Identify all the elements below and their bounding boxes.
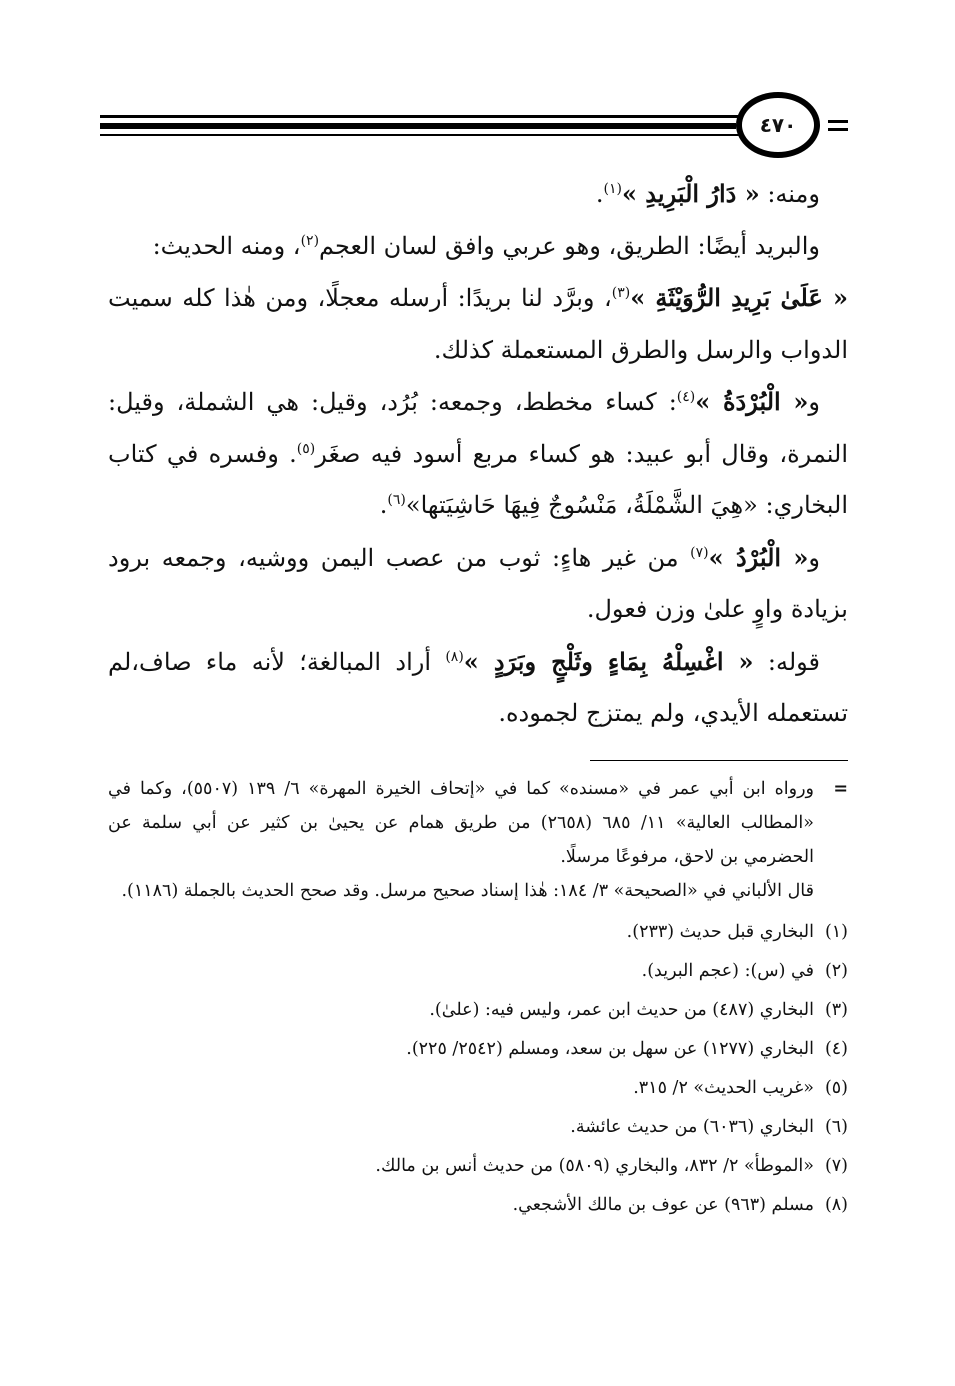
footnote-number: (٨) xyxy=(824,1194,848,1215)
footnote-item xyxy=(108,1029,848,1068)
text: . xyxy=(595,180,604,208)
footnote-item xyxy=(108,1068,848,1107)
header-rule xyxy=(828,120,848,123)
header-rule xyxy=(100,115,740,118)
header-rule xyxy=(100,134,740,136)
text: من غير هاءٍ: ثوب من عصب اليمن ووشيه، وجمعه برود بزيادة واوٍ علىٰ وزن فعول. xyxy=(108,543,848,623)
hadith-quote: « الْبُرْدُ » xyxy=(708,542,809,572)
hadith-quote: « الْبُرْدَةُ » xyxy=(695,387,809,416)
header-rule xyxy=(828,128,848,131)
text: ، ومنه الحديث: xyxy=(152,231,301,260)
text: . وفسره في كتاب البخاري: xyxy=(108,439,848,519)
footnote-text: «غريب الحديث» ٢/ ٣١٥. xyxy=(633,1077,814,1098)
header-rule xyxy=(100,123,736,129)
hadith-quote: « عَلَىٰ بَرِيدِ الرُّوَيْثَةِ » xyxy=(630,283,848,312)
paragraph xyxy=(108,376,848,532)
text: أراد المبالغة؛ لأنه ماء صاف،لم تستعمله الأيدي، ولم يمتزج لجموده. xyxy=(108,647,848,727)
footnote-ref: (٥) xyxy=(296,440,316,457)
footnotes xyxy=(108,772,848,1224)
footnote-number: (١) xyxy=(824,921,848,942)
footnote-item xyxy=(108,1146,848,1185)
footnote-continued-body xyxy=(108,772,814,908)
text: ، وبرَّد لنا بريدًا: أرسله معجلًا، ومن هٰذا كله سميت الدواب والرسل والطرق المستعملة كذلك. xyxy=(108,284,848,364)
page-number: ٤٧٠ xyxy=(736,92,820,158)
footnote-text: البخاري (١٢٧٧) عن سهل بن سعد، ومسلم (٢٥٤٢/ ٢٢٥). xyxy=(406,1038,814,1059)
page-header xyxy=(100,92,848,172)
footnote-text: البخاري قبل حديث (٢٣٣). xyxy=(626,921,814,942)
footnote-number: (٤) xyxy=(824,1038,848,1059)
hadith-quote: « دَارُ الْبَرِيدِ » xyxy=(621,179,760,208)
footnote-item xyxy=(108,1107,848,1146)
footnote-text: في (س): (عجم البريد). xyxy=(641,960,814,981)
footnote-number: (٣) xyxy=(824,999,848,1020)
footnote-item xyxy=(108,1185,848,1224)
footnote-text: البخاري (٦٠٣٦) من حديث عائشة. xyxy=(570,1116,814,1137)
footnote-continued-text: قال الألباني في «الصحيحة» ٣/ ١٨٤: هٰذا إسناد صحيح مرسل. وقد صحح الحديث بالجملة (١١٨٦). xyxy=(121,881,814,901)
text: . xyxy=(379,491,388,519)
text: والبريد أيضًا: الطريق، وهو عربي وافق لسان العجم xyxy=(319,231,820,260)
footnote-ref: (٢) xyxy=(300,232,320,249)
footnote-number: (٦) xyxy=(824,1116,848,1137)
paragraph xyxy=(108,636,848,740)
footnote-ref: (٦) xyxy=(387,492,406,508)
hadith-quote: «هِيَ الشَّمْلَةُ، مَنْسُوجٌ فِيهَا حَاشِيَتها» xyxy=(405,491,758,519)
hadith-quote: « اغْسِلْهُ بِمَاءٍ وثَلْجٍ وبَرَدٍ » xyxy=(463,646,754,676)
footnote-text: البخاري (٤٨٧) من حديث ابن عمر، وليس فيه: (علىٰ). xyxy=(429,999,814,1020)
footnote-continued xyxy=(108,772,848,908)
footnote-continued-text: ورواه ابن أبي عمر في «مسنده» كما في «إتحاف الخيرة المهرة» ٦/ ١٣٩ (٥٥٠٧)، وكما في «المطالب العالية» ١١/ ٦٨٥ (٢٦٥٨) من طريق همام عن يحيىٰ بن كثير عن أبي سلمة عن الحضرمي بن لاحق، مرفوعًا مرسلًا. xyxy=(108,779,814,867)
footnote-item xyxy=(108,912,848,951)
footnote-ref: (٧) xyxy=(690,544,709,561)
footnote-divider xyxy=(590,760,848,761)
paragraph xyxy=(108,168,848,221)
footnote-number: (٧) xyxy=(824,1155,848,1176)
paragraph xyxy=(108,272,848,376)
footnote-ref: (١) xyxy=(603,181,622,197)
paragraph xyxy=(108,532,848,636)
footnote-item xyxy=(108,951,848,990)
footnote-text: «الموطأ» ٢/ ٨٣٢، والبخاري (٥٨٠٩) من حديث أنس بن مالك. xyxy=(375,1155,814,1176)
footnote-number: (٢) xyxy=(824,960,848,981)
footnote-number: (٥) xyxy=(824,1077,848,1098)
footnote-list xyxy=(108,912,848,1224)
text: قوله: xyxy=(753,647,821,676)
text: ومنه: xyxy=(759,180,820,208)
footnote-item xyxy=(108,990,848,1029)
text: و xyxy=(808,388,820,416)
footnote-text: مسلم (٩٦٣) عن عوف بن مالك الأشجعي. xyxy=(512,1194,814,1215)
footnote-ref: (٤) xyxy=(676,389,696,405)
paragraph xyxy=(108,221,848,273)
continuation-mark: = xyxy=(833,779,848,799)
footnote-ref: (٨) xyxy=(445,648,464,665)
text: : كساء مخطط، وجمعه: بُرُد، وقيل: هي الشملة، وقيل: النمرة، وقال أبو عبيد: هو كساء مربع أسود فيه صغَر xyxy=(108,388,848,468)
footnote-ref: (٣) xyxy=(611,285,631,301)
text: و xyxy=(808,543,820,572)
main-text xyxy=(108,168,848,740)
